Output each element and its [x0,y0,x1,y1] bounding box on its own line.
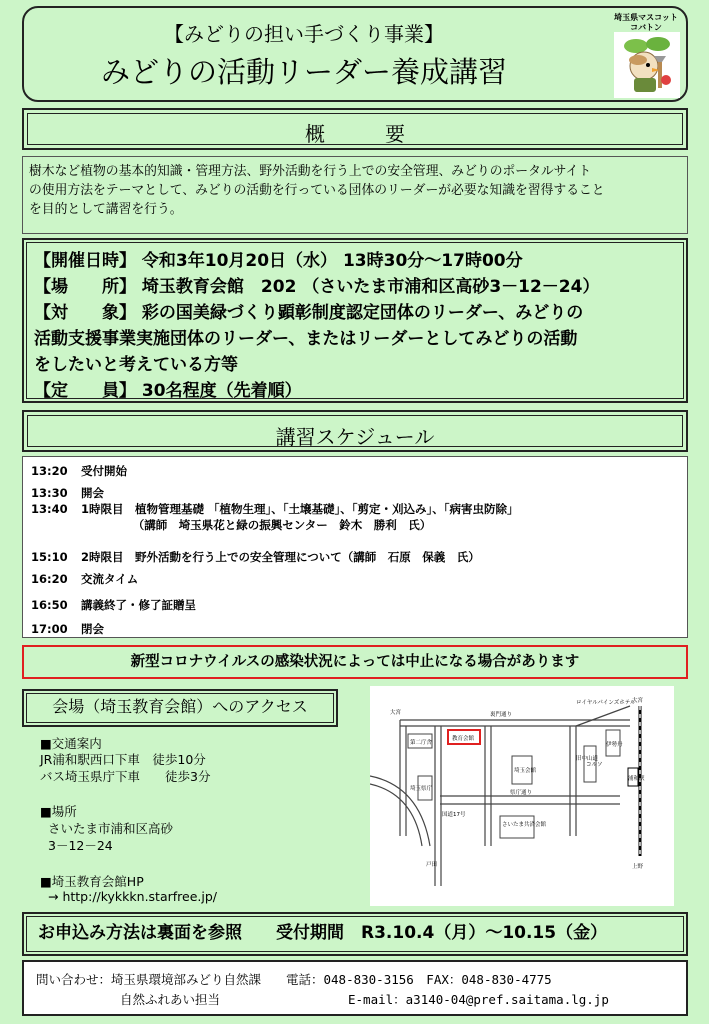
event-capacity: 【定 員】 30名程度（先着順） [34,381,302,401]
hp-heading: ■埼玉教育会館HP [40,874,144,889]
overview-line: 樹木など植物の基本的知識・管理方法、野外活動を行う上での安全管理、みどりのポータルサイト [29,164,592,179]
map-label-nakasendo: 旧中山道 [576,756,599,762]
traffic-bus: バス埼玉県庁下車 徒歩3分 [40,769,211,784]
overview-heading-bar [22,108,688,150]
map-label-kunido: 国道17号 [442,812,466,818]
map-label-saitama-kaikan: 埼玉会館 [514,768,537,774]
place-address-number: 3－12－24 [48,838,113,853]
overview-text [22,156,688,234]
event-target-cont: 活動支援事業実施団体のリーダー、またはリーダーとしてみどりの活動 [34,329,578,349]
map-label-oomiya: 大宮 [390,710,402,716]
schedule-list [22,456,688,638]
map-label-toda: 戸田 [426,862,438,868]
contact-box [22,960,688,1016]
schedule-item: 15:10 2時限目 野外活動を行う上での安全管理について（講師 石原 保義 氏） [31,550,480,564]
schedule-heading: 講習スケジュール [275,425,435,449]
map-label-north: 大宮 [632,698,644,704]
schedule-item: 13:40 1時限目 植物管理基礎 「植物生理」、「土壌基礎」、「剪定・刈込み」、「病害虫防除」 [31,502,519,516]
mascot-caption: 埼玉県マスコット [614,13,678,22]
event-venue: 【場 所】 埼玉教育会館 202 （さいたま市浦和区高砂3－12－24） [34,277,600,297]
mascot-name: コバトン [630,23,662,32]
place-address: さいたま市浦和区高砂 [48,821,174,836]
header-box [22,6,688,102]
traffic-heading: ■交通案内 [40,736,102,751]
map-label-station: 浦和駅 [628,776,645,782]
overview-heading: 概要 [305,122,465,146]
schedule-item: 16:20 交流タイム [31,572,139,586]
application-info: お申込み方法は裏面を参照 受付期間 R3.10.4（月）～10.15（金） [38,923,608,943]
place-heading: ■場所 [40,804,77,819]
map-label-kencho-road: 県庁通り [510,790,533,796]
contact-line: 問い合わせ：埼玉県環境部みどり自然課 電話：048-830-3156 FAX：048-830-4775 [36,972,552,987]
mascot-illustration [614,32,680,98]
map-label-hotel: ロイヤルパインズホテル [576,700,636,706]
schedule-item: （講師 埼玉県花と緑の振興センター 鈴木 勝利 氏） [81,518,432,532]
schedule-item: 17:00 閉会 [31,622,104,636]
access-heading-box [22,689,338,727]
overview-line: を目的として講習を行う。 [29,202,183,217]
contact-division: 自然ふれあい担当 [120,992,221,1007]
map-label-south: 上野 [632,864,644,870]
schedule-item: 13:20 受付開始 [31,464,127,478]
page-title: みどりの活動リーダー養成講習 [100,55,507,89]
mascot [608,12,684,100]
access-map [370,686,674,906]
cancellation-notice: 新型コロナウイルスの感染状況によっては中止になる場合があります [22,645,688,679]
event-target-cont: をしたいと考えている方等 [34,355,238,375]
contact-email[interactable]: E-mail：a3140-04@pref.saitama.lg.jp [348,992,609,1007]
traffic-jr: JR浦和駅西口下車 徒歩10分 [40,752,206,767]
header-subtitle: 【みどりの担い手づくり事業】 [164,22,444,46]
event-date: 【開催日時】 令和3年10月20日（水） 13時30分～17時00分 [34,251,523,271]
application-bar [22,912,688,956]
map-label-kencho: 埼玉県庁 [410,786,433,792]
schedule-item: 16:50 講義終了・修了証贈呈 [31,598,196,612]
map-label-venue: 教育会館 [452,736,475,742]
hp-link[interactable]: → http://kykkkn.starfree.jp/ [48,889,217,904]
map-label-isetan: 伊勢丹 [606,742,623,748]
schedule-heading-bar [22,410,688,452]
access-heading: 会場（埼玉教育会館）へのアクセス [52,697,308,716]
schedule-item: 13:30 開会 [31,486,104,500]
map-label-korso: コルソ [586,762,603,768]
event-info-box [22,238,688,403]
map-label-kyosai: さいたま共済会館 [502,822,547,828]
event-target: 【対 象】 彩の国美緑づくり顕彰制度認定団体のリーダー、みどりの [34,303,584,323]
map-label-annex: 第二庁舎 [410,740,433,746]
map-label-road: 裏門通り [490,712,513,718]
overview-line: の使用方法をテーマとして、みどりの活動を行っている団体のリーダーが必要な知識を習得すること [29,183,605,198]
